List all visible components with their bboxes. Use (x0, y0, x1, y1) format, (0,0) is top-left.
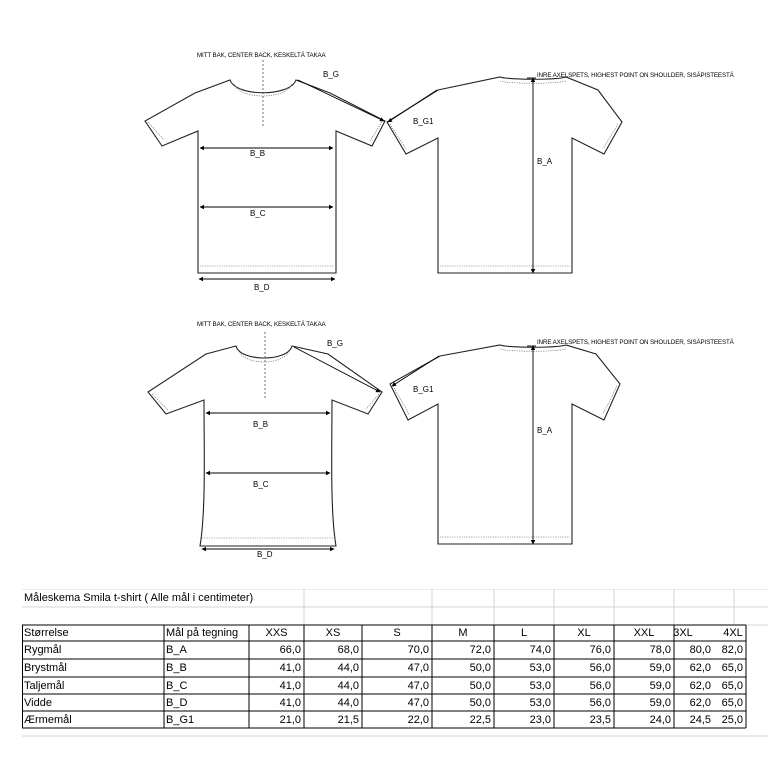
header-size-xxs: XXS (265, 627, 288, 639)
table-cell: 24,5 (689, 714, 711, 726)
row-code: B_D (166, 697, 188, 709)
table-cell: 22,0 (407, 714, 429, 726)
table-cell: 68,0 (337, 644, 359, 656)
table-cell: 56,0 (589, 680, 611, 692)
center-back-label: MITT BAK, CENTER BACK, KESKELTÄ TAKAA (197, 52, 326, 59)
top-back-view (387, 72, 735, 273)
header-size-3xl: 3XL (673, 627, 693, 639)
table-cell: 78,0 (649, 644, 671, 656)
table-cell: 22,5 (469, 714, 491, 726)
row-label: Rygmål (24, 644, 62, 656)
table-cell: 74,0 (529, 644, 551, 656)
row-code: B_C (166, 680, 188, 692)
header-size-xs: XS (325, 627, 341, 639)
table-cell: 23,5 (589, 714, 611, 726)
header-size-xl: XL (577, 627, 591, 639)
top-front-view (145, 52, 385, 292)
table-cell: 53,0 (529, 697, 551, 709)
table-cell: 23,0 (529, 714, 551, 726)
row-label: Brystmål (24, 662, 67, 674)
row-label: Ærmemål (24, 714, 72, 726)
table-cell: 59,0 (649, 697, 671, 709)
header-code-label: Mål på tegning (166, 627, 239, 639)
row-label: Taljemål (24, 680, 65, 692)
table-cell: 25,0 (721, 714, 743, 726)
table-cell: 62,0 (689, 662, 711, 674)
bottom-front-view (148, 321, 382, 559)
table-cell: 50,0 (469, 697, 491, 709)
row-code: B_G1 (166, 714, 195, 726)
row-code: B_A (166, 644, 187, 656)
row-code: B_B (166, 662, 187, 674)
header-size-l: L (520, 627, 528, 639)
measure-label-b-a: B_A (537, 426, 553, 435)
table-cell: 21,0 (279, 714, 301, 726)
table-cell: 41,0 (279, 697, 301, 709)
table-cell: 62,0 (689, 697, 711, 709)
table-cell: 65,0 (721, 697, 743, 709)
table-cell: 80,0 (689, 644, 711, 656)
shoulder-point-label: INRE AXELSPETS, HIGHEST POINT ON SHOULDER, SISÄPISTEESTÄ (537, 339, 734, 346)
table-cell: 44,0 (337, 662, 359, 674)
table-cell: 82,0 (721, 644, 743, 656)
table-cell: 47,0 (407, 697, 429, 709)
table-cell: 59,0 (649, 662, 671, 674)
table-cell: 24,0 (649, 714, 671, 726)
table-cell: 53,0 (529, 662, 551, 674)
header-size-4xl: 4XL (723, 627, 743, 639)
table-cell: 65,0 (721, 680, 743, 692)
table-cell: 47,0 (407, 662, 429, 674)
measure-label-b-b: B_B (250, 149, 266, 158)
table-cell: 53,0 (529, 680, 551, 692)
table-title: Måleskema Smila t-shirt ( Alle mål i centimeter) (24, 592, 254, 604)
measure-label-b-g: B_G (323, 70, 340, 79)
table-cell: 56,0 (589, 697, 611, 709)
measure-label-b-c: B_C (253, 480, 269, 489)
measure-label-b-g1: B_G1 (413, 385, 434, 394)
table-cell: 70,0 (407, 644, 429, 656)
measure-label-b-d: B_D (257, 550, 273, 559)
table-cell: 72,0 (469, 644, 491, 656)
row-label: Vidde (24, 697, 52, 709)
header-size-label: Størrelse (24, 627, 69, 639)
table-cell: 50,0 (469, 662, 491, 674)
table-cell: 50,0 (469, 680, 491, 692)
table-cell: 66,0 (279, 644, 301, 656)
center-back-label: MITT BAK, CENTER BACK, KESKELTÄ TAKAA (197, 321, 326, 328)
header-size-xxl: XXL (633, 627, 655, 639)
measure-label-b-c: B_C (250, 209, 266, 218)
table-cell: 41,0 (279, 662, 301, 674)
bottom-back-view (390, 339, 735, 544)
table-cell: 76,0 (589, 644, 611, 656)
measure-label-b-a: B_A (537, 157, 553, 166)
table-cell: 59,0 (649, 680, 671, 692)
table-cell: 56,0 (589, 662, 611, 674)
measure-label-b-d: B_D (254, 283, 270, 292)
header-size-s: S (393, 627, 401, 639)
size-chart-sheet (22, 589, 768, 739)
measure-label-b-g: B_G (327, 339, 344, 348)
table-cell: 44,0 (337, 697, 359, 709)
measure-label-b-g1: B_G1 (413, 117, 434, 126)
table-cell: 47,0 (407, 680, 429, 692)
table-cell: 65,0 (721, 662, 743, 674)
shoulder-point-label: INRE AXELSPETS, HIGHEST POINT ON SHOULDER, SISÄPISTEESTÄ (537, 72, 734, 79)
table-cell: 21,5 (337, 714, 359, 726)
table-cell: 44,0 (337, 680, 359, 692)
table-cell: 41,0 (279, 680, 301, 692)
table-cell: 62,0 (689, 680, 711, 692)
header-size-m: M (458, 627, 468, 639)
measure-label-b-b: B_B (253, 420, 269, 429)
